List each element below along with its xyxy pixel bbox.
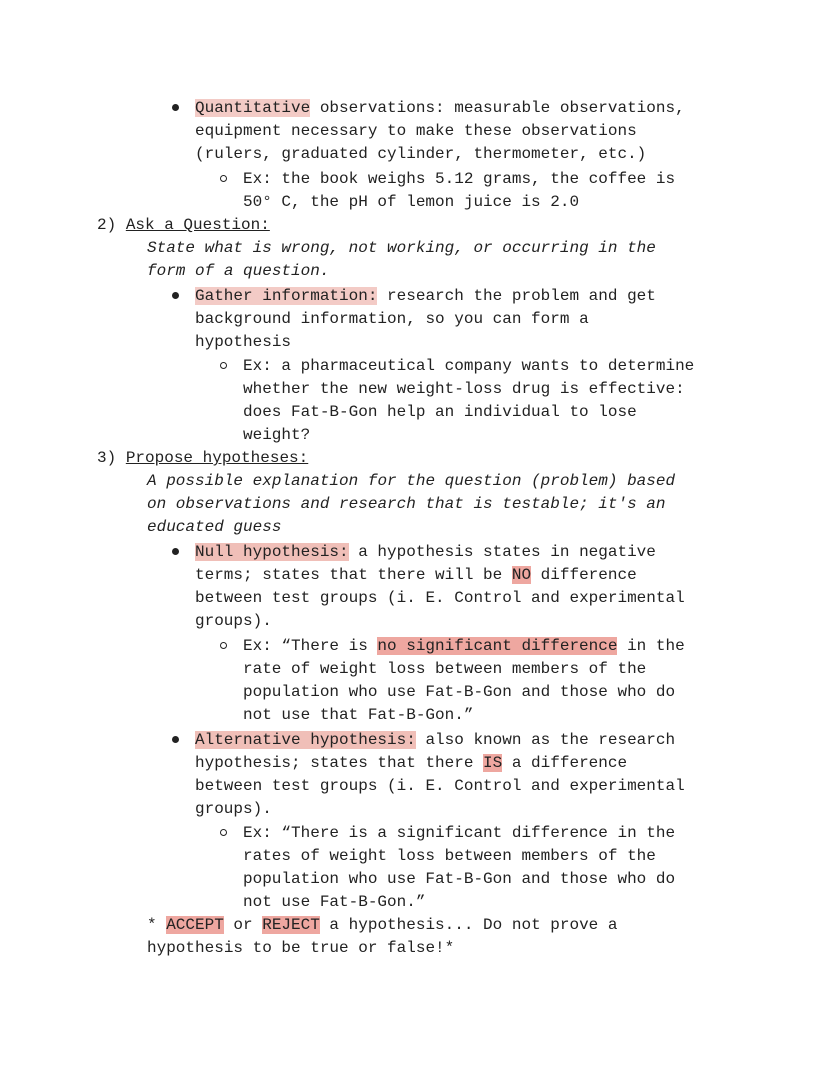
alt-hypothesis-term: Alternative hypothesis: [195, 731, 416, 749]
null-example-line-3: population who use Fat-B-Gon and those who do [243, 683, 676, 701]
quantitative-line-3: (rulers, graduated cylinder, thermometer, etc.) [195, 145, 647, 163]
no-significant-difference-highlight: no significant difference [377, 637, 618, 655]
gather-info-line-1: Gather information: research the problem and get [195, 287, 656, 305]
accept-reject-note-line-2: hypothesis to be true or false!* [147, 939, 455, 957]
quantitative-example-line-2: 50° C, the pH of lemon juice is 2.0 [243, 193, 580, 211]
quantitative-term: Quantitative [195, 99, 311, 117]
gather-info-line-3: hypothesis [195, 333, 292, 351]
null-example-line-4: not use that Fat-B-Gon.” [243, 706, 474, 724]
null-hypothesis-line-3: between test groups (i. E. Control and experimental [195, 589, 685, 607]
reject-highlight: REJECT [262, 916, 320, 934]
step-2-description-line-1: State what is wrong, not working, or occurring in the [147, 239, 656, 257]
null-hypothesis-line-1: Null hypothesis: a hypothesis states in negative [195, 543, 656, 561]
accept-highlight: ACCEPT [166, 916, 224, 934]
bullet-icon [172, 548, 179, 555]
gather-info-term: Gather information: [195, 287, 378, 305]
step-2-example-line-2: whether the new weight-loss drug is effective: [243, 380, 685, 398]
step-3-description-line-1: A possible explanation for the question (problem) based [147, 472, 676, 490]
quantitative-example-line-1: Ex: the book weighs 5.12 grams, the coffee is [243, 170, 676, 188]
quantitative-line-2: equipment necessary to make these observations [195, 122, 637, 140]
alt-hypothesis-line-1: Alternative hypothesis: also known as the research [195, 731, 676, 749]
alt-hypothesis-line-4: groups). [195, 800, 272, 818]
bullet-icon [172, 292, 179, 299]
bullet-icon [172, 736, 179, 743]
null-hypothesis-line-2: terms; states that there will be NO difference [195, 566, 637, 584]
sub-bullet-icon [220, 362, 227, 369]
alt-hypothesis-line-2: hypothesis; states that there IS a difference [195, 754, 628, 772]
step-2-example-line-4: weight? [243, 426, 311, 444]
sub-bullet-icon [220, 175, 227, 182]
gather-info-line-2: background information, so you can form a [195, 310, 589, 328]
step-2-example-line-3: does Fat-B-Gon help an individual to lose [243, 403, 637, 421]
step-3-description-line-2: on observations and research that is testable; it's an [147, 495, 666, 513]
null-hypothesis-term: Null hypothesis: [195, 543, 349, 561]
step-3-heading: 3) Propose hypotheses: [97, 449, 309, 467]
sub-bullet-icon [220, 829, 227, 836]
alt-example-line-3: population who use Fat-B-Gon and those who do [243, 870, 676, 888]
step-2-example-line-1: Ex: a pharmaceutical company wants to determine [243, 357, 695, 375]
step-2-description-line-2: form of a question. [147, 262, 330, 280]
no-highlight: NO [511, 566, 532, 584]
quantitative-line-1: Quantitative observations: measurable observations, [195, 99, 685, 117]
alt-example-line-1: Ex: “There is a significant difference in the [243, 824, 676, 842]
step-2-heading: 2) Ask a Question: [97, 216, 270, 234]
null-example-line-2: rate of weight loss between members of the [243, 660, 647, 678]
alt-example-line-2: rates of weight loss between members of the [243, 847, 656, 865]
null-example-line-1: Ex: “There is no significant difference in the [243, 637, 685, 655]
alt-example-line-4: not use Fat-B-Gon.” [243, 893, 426, 911]
is-highlight: IS [483, 754, 503, 772]
bullet-icon [172, 104, 179, 111]
sub-bullet-icon [220, 642, 227, 649]
step-3-description-line-3: educated guess [147, 518, 282, 536]
accept-reject-note-line-1: * ACCEPT or REJECT a hypothesis... Do not prove a [147, 916, 618, 934]
null-hypothesis-line-4: groups). [195, 612, 272, 630]
alt-hypothesis-line-3: between test groups (i. E. Control and experimental [195, 777, 685, 795]
